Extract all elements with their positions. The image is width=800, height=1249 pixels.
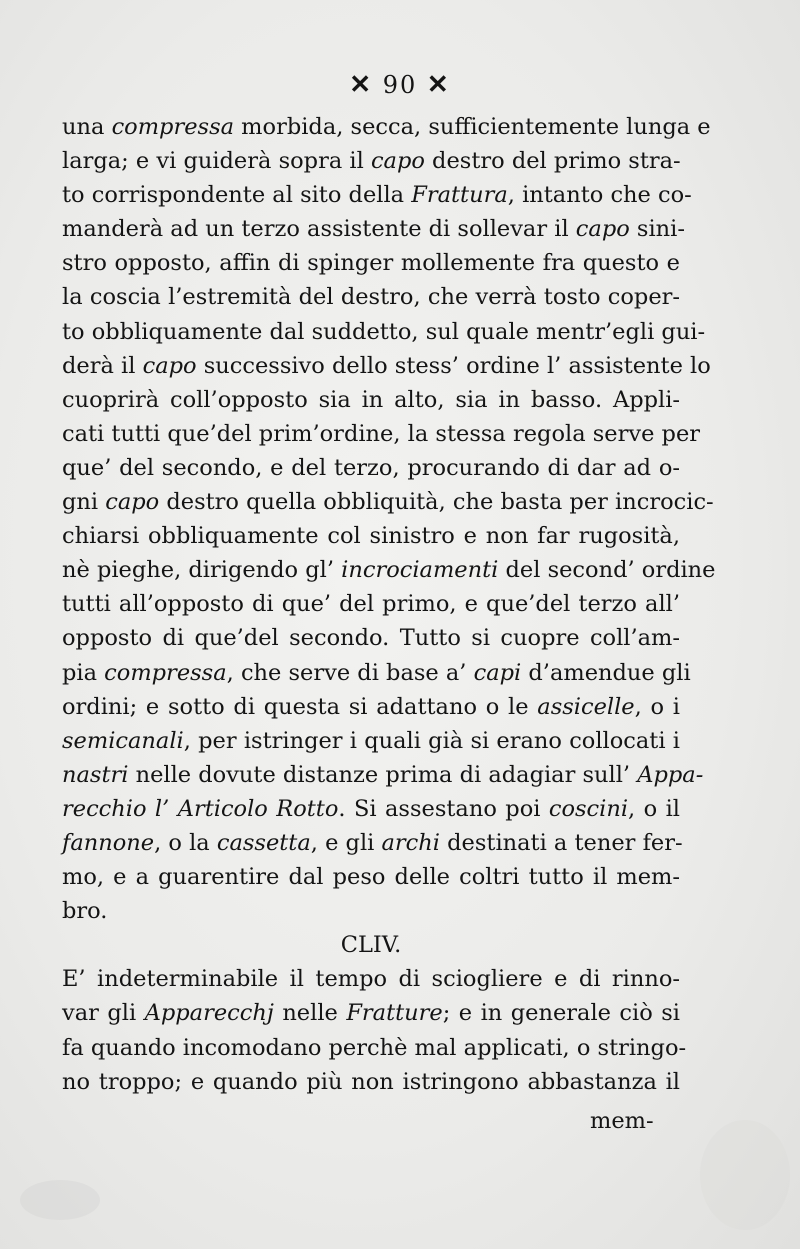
italic-text: archi xyxy=(381,829,440,856)
italic-text: semicanali xyxy=(62,727,184,754)
text-line xyxy=(62,519,680,553)
text-run: tutti all’opposto di que’ del primo, e que’del terzo all’ xyxy=(62,591,680,618)
text-run: morbida, secca, sufficientemente lunga e xyxy=(234,114,711,140)
text-line xyxy=(62,587,680,621)
text-line xyxy=(62,383,680,417)
text-run: , o i xyxy=(634,693,680,720)
text-run: successivo dello stess’ ordine l’ assistente lo xyxy=(196,352,711,379)
text-line xyxy=(62,894,680,928)
text-run: mo, e a guarentire dal peso delle coltri tutto il mem- xyxy=(62,864,680,891)
italic-text: compressa xyxy=(111,114,235,140)
italic-text: assicelle xyxy=(537,693,635,720)
text-run: ; e in generale ciò si xyxy=(442,1000,680,1027)
text-run: sini- xyxy=(629,216,685,243)
text-run: manderà ad un terzo assistente di sollevar il xyxy=(62,216,576,243)
italic-text: recchio l’ Articolo Rotto xyxy=(62,795,339,822)
text-run: cuoprirà coll’opposto sia in alto, sia in basso. Appli- xyxy=(62,386,680,413)
text-run: del second’ ordine xyxy=(498,557,716,584)
text-run: , che serve di base a’ xyxy=(226,659,474,686)
italic-text: cassetta xyxy=(216,829,311,856)
text-run: , o il xyxy=(628,795,680,822)
text-line xyxy=(62,349,711,383)
text-line xyxy=(62,962,680,996)
text-line xyxy=(62,417,701,451)
text-run: chiarsi obbliquamente col sinistro e non far rugosità, xyxy=(62,523,680,550)
italic-text: capo xyxy=(370,148,425,175)
text-run: E’ indeterminabile il tempo di sciogliere e di rinno- xyxy=(62,966,680,993)
text-run: d’amendue gli xyxy=(521,659,691,686)
text-run: , per istringer i quali già si erano collocati i xyxy=(183,727,680,754)
italic-text: incrociamenti xyxy=(341,557,499,584)
text-line xyxy=(62,1065,680,1099)
italic-text: capo xyxy=(142,352,197,379)
text-line xyxy=(62,144,680,178)
text-line xyxy=(62,485,714,519)
text-line xyxy=(62,315,706,349)
text-run: destro del primo stra- xyxy=(424,148,681,175)
text-line xyxy=(62,996,680,1030)
text-run: cati tutti que’del prim’ordine, la stessa regola serve per xyxy=(62,420,701,447)
text-line xyxy=(62,690,680,724)
italic-text: coscini xyxy=(548,795,629,822)
ornament-right-icon: ✕ xyxy=(426,70,451,100)
text-line xyxy=(62,1031,687,1065)
paragraph-1 xyxy=(62,110,716,928)
text-run: to obbliquamente dal suddetto, sul quale mentr’egli gui- xyxy=(62,318,706,345)
text-line xyxy=(62,860,680,894)
text-run: ordini; e sotto di questa si adattano o le xyxy=(62,693,538,720)
text-run: la coscia l’estremità del destro, che verrà tosto coper- xyxy=(62,284,680,311)
body-text xyxy=(62,110,716,1099)
text-run: gni xyxy=(62,489,106,516)
text-run: no troppo; e quando più non istringono abbastanza il xyxy=(62,1068,680,1095)
text-line xyxy=(62,280,680,314)
text-line xyxy=(62,792,680,826)
italic-text: Frattura xyxy=(411,182,508,209)
ornament-left-icon: ✕ xyxy=(349,70,374,100)
text-run: , e gli xyxy=(310,829,382,856)
text-line xyxy=(62,553,716,587)
text-run: fa quando incomodano perchè mal applicati, o stringo- xyxy=(62,1034,687,1061)
text-run: larga; e vi guiderà sopra il xyxy=(62,148,371,175)
text-run: nelle xyxy=(273,1000,347,1027)
text-run: , intanto che co- xyxy=(507,182,692,209)
italic-text: Apparecchj xyxy=(144,1000,274,1027)
section-heading: CLIV. xyxy=(340,932,402,959)
page-header xyxy=(0,70,800,100)
text-run: bro. xyxy=(62,898,108,925)
text-line xyxy=(62,212,685,246)
italic-text: nastri xyxy=(62,761,129,788)
text-run: destro quella obbliquità, che basta per incrocic- xyxy=(159,489,714,516)
text-run: stro opposto, affin di spinger mollemente fra questo e xyxy=(62,250,680,277)
italic-text: capi xyxy=(473,659,522,686)
paragraph-2 xyxy=(62,962,687,1098)
text-line xyxy=(62,451,680,485)
text-run: nè pieghe, dirigendo gl’ xyxy=(62,557,342,584)
text-run: que’ del secondo, e del terzo, procurando di dar ad o- xyxy=(62,454,680,481)
text-line xyxy=(62,656,691,690)
text-run: una xyxy=(62,114,112,140)
text-line xyxy=(62,246,680,280)
text-line xyxy=(62,110,711,144)
text-run: destinati a tener fer- xyxy=(439,829,683,856)
text-run: pia xyxy=(62,659,105,686)
text-run: opposto di que’del secondo. Tutto si cuopre coll’am- xyxy=(62,625,680,652)
text-run: , o la xyxy=(154,829,217,856)
text-line xyxy=(62,621,680,655)
italic-text: compressa xyxy=(104,659,227,686)
text-run: nelle dovute distanze prima di adagiar sull’ xyxy=(128,761,638,788)
text-line xyxy=(62,178,692,212)
italic-text: capo xyxy=(105,489,160,516)
text-run: to corrispondente al sito della xyxy=(62,182,412,209)
text-line xyxy=(62,724,680,758)
text-run: derà il xyxy=(62,352,143,379)
text-line xyxy=(62,826,683,860)
text-run: . Si assestano poi xyxy=(338,795,549,822)
catchword: mem- xyxy=(590,1108,654,1134)
text-line xyxy=(62,758,704,792)
text-run: var gli xyxy=(62,1000,145,1027)
italic-text: Appa- xyxy=(637,761,704,788)
italic-text: capo xyxy=(575,216,630,243)
italic-text: fannone xyxy=(62,829,155,856)
italic-text: Fratture xyxy=(346,1000,443,1027)
page-number: 90 xyxy=(382,71,418,99)
